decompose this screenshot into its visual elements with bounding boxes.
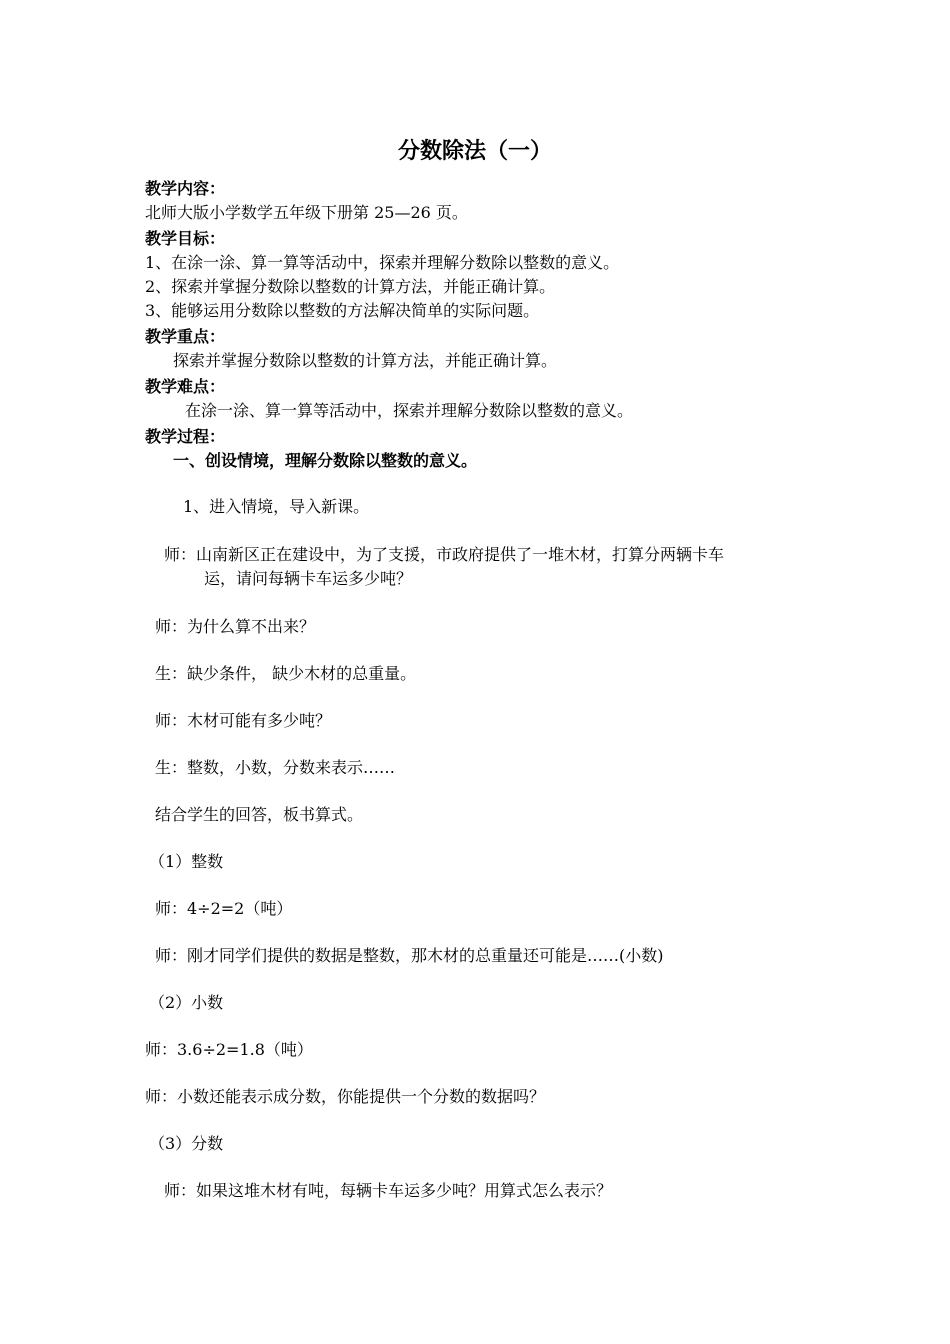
goal-item-2: 2、探索并掌握分数除以整数的计算方法，并能正确计算。 [145, 277, 556, 296]
teacher-question-2: 师：为什么算不出来？ [155, 617, 316, 636]
goal-item-3: 3、能够运用分数除以整数的方法解决简单的实际问题。 [145, 301, 540, 320]
teacher-question-3: 师：木材可能有多少吨？ [155, 711, 332, 730]
step1-text: 1、进入情境，导入新课。 [183, 497, 370, 516]
board-note: 结合学生的回答，板书算式。 [155, 805, 364, 824]
student-answer-2: 生：整数，小数，分数来表示…… [155, 758, 396, 777]
content-text: 北师大版小学数学五年级下册第 25—26 页。 [145, 203, 468, 222]
student-answer-1: 生：缺少条件， 缺少木材的总重量。 [155, 664, 417, 683]
content-heading: 教学内容： [145, 179, 226, 198]
goals-heading: 教学目标： [145, 229, 226, 248]
teacher-calc-decimal: 师：3.6÷2=1.8（吨） [145, 1040, 313, 1059]
difficulty-text: 在涂一涂、算一算等活动中，探索并理解分数除以整数的意义。 [185, 401, 634, 420]
teacher-question-1-line1: 师：山南新区正在建设中，为了支援，市政府提供了一堆木材，打算分两辆卡车 [164, 545, 725, 564]
case-integer: （1）整数 [149, 852, 224, 871]
case-fraction: （3）分数 [149, 1134, 224, 1153]
part1-heading: 一、创设情境，理解分数除以整数的意义。 [173, 451, 478, 470]
teacher-calc-integer: 师：4÷2=2（吨） [155, 899, 293, 918]
key-heading: 教学重点： [145, 327, 226, 346]
teacher-question-4: 师：刚才同学们提供的数据是整数，那木材的总重量还可能是……(小数) [155, 946, 664, 965]
teacher-question-6: 师：如果这堆木材有吨，每辆卡车运多少吨？用算式怎么表示？ [164, 1181, 613, 1200]
teacher-question-1-line2: 运，请问每辆卡车运多少吨？ [204, 569, 413, 588]
teacher-question-5: 师：小数还能表示成分数，你能提供一个分数的数据吗？ [145, 1087, 546, 1106]
process-heading: 教学过程： [145, 427, 226, 446]
key-text: 探索并掌握分数除以整数的计算方法，并能正确计算。 [173, 351, 558, 370]
document-title: 分数除法（一） [397, 138, 552, 164]
case-decimal: （2）小数 [149, 993, 224, 1012]
difficulty-heading: 教学难点： [145, 377, 226, 396]
goal-item-1: 1、在涂一涂、算一算等活动中，探索并理解分数除以整数的意义。 [145, 253, 620, 272]
